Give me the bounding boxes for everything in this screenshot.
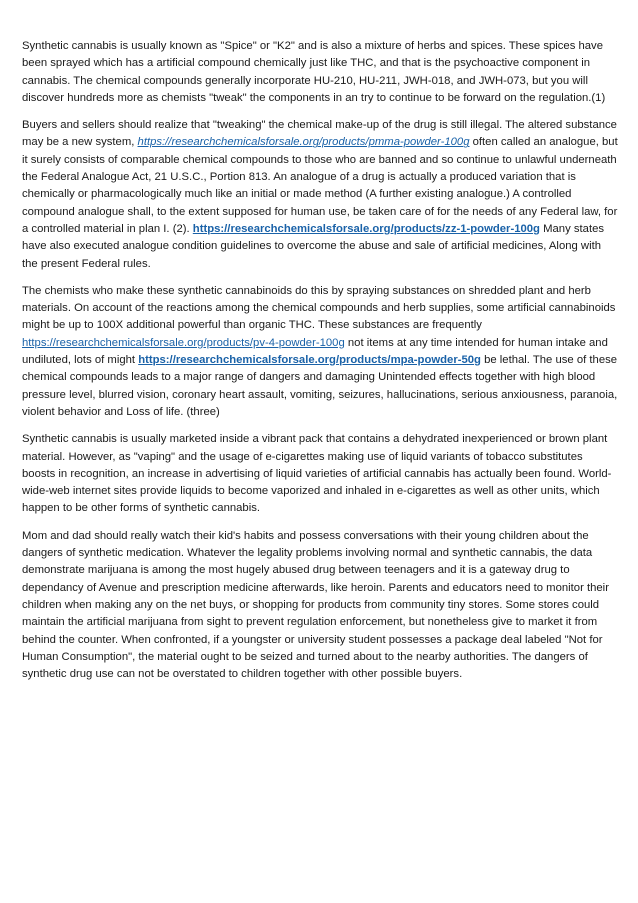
zz-1-powder-link[interactable]: https://researchchemicalsforsale.org/products/zz-1-powder-100g (192, 222, 540, 235)
paragraph-text: be lethal. The use of these chemical compounds leads to a major range of dangers and damaging Unintended effects together with high blood pressure level, blurred vision, coronary heart assault, vomiting, seizures, hallucinations, serious anxiousness, paranoia, violent behavior and Loss of life. (three) (22, 354, 618, 418)
paragraph-text: The chemists who make these synthetic cannabinoids do this by spraying substances on shredded plant and herb materials. On account of the reactions among the chemical compounds and herb supplies, some artificial cannabinoids might be up to 100X additional powerful than organic THC. These substances are frequently (22, 284, 616, 332)
pv-4-powder-link[interactable]: https://researchchemicalsforsale.org/products/pv-4-powder-100g (22, 336, 345, 349)
paragraph-text: not items at any time intended for human intake and undiluted, lots of might (22, 336, 608, 367)
paragraph-text: Synthetic cannabis is usually known as "Spice" or "K2" and is also a mixture of herbs and spices. These spices have been sprayed which has a artificial compound chemically just like THC, and that is the psychoactive component in cannabis. The chemical compounds generally incorporate HU-210, HU-211, JWH-018, and JWH-073, but you will discover hundreds more as chemists "tweak" the components in an try to continue to be forward on the regulation.(1) (22, 40, 606, 104)
document-page (22, 38, 618, 693)
pmma-powder-link[interactable]: https://researchchemicalsforsale.org/products/pmma-powder-100g (137, 136, 470, 149)
paragraph-vaping (22, 431, 618, 517)
paragraph-text: often called an analogue, but it surely consists of comparable chemical compounds to those who are banned and so continue to unlawful underneath the Federal Analogue Act, 21 U.S.C., Portion 813. An analogue of a drug is actually a produced variation that is chemically or pharmacologically much like an initial or made method (A further existing analogue.) A controlled compound analogue shall, to the extent supposed for human use, be taken care of for the needs of any Federal law, for a controlled material in plan I. (2). (22, 136, 618, 235)
paragraph-text: Synthetic cannabis is usually marketed inside a vibrant pack that contains a dehydrated inexperienced or brown plant material. However, as "vaping" and the usage of e-cigarettes making use of liquid variants of tobacco substitutes boosts in recognition, an increase in advertising of liquid varieties of artificial cannabis has actually been found. World-wide-web internet sites provide liquids to become vaporized and inhaled in e-cigarettes as well as other units, which happen to be other forms of synthetic cannabis. (22, 433, 612, 515)
paragraph-analogue-law (22, 117, 618, 273)
paragraph-chemists (22, 283, 618, 421)
mpa-powder-link[interactable]: https://researchchemicalsforsale.org/products/mpa-powder-50g (138, 354, 481, 367)
paragraph-text: Mom and dad should really watch their kid's habits and possess conversations with their young children about the dangers of synthetic medication. Whatever the legality problems involving normal and synthetic cannabis, the data demonstrate marijuana is among the most hugely abused drug between teenagers and it is a gateway drug to dependancy of Avenue and prescription medicine afterwards, like heroin. Parents and educators need to monitor their children when making any on the net buys, or shopping for products from community tiny stores. Some stores could maintain the artificial marijuana from sight to prevent regulation enforcement, but nonetheless give to market it from behind the counter. When confronted, if a youngster or university student possesses a package deal labeled "Not for Human Consumption", the material ought to be seized and turned about to the nearby authorities. The dangers of synthetic drug use can not be overstated to children together with other possible buyers. (22, 529, 609, 681)
paragraph-parents (22, 528, 618, 684)
paragraph-text: Many states have also executed analogue condition guidelines to overcome the abuse and sale of artificial medicines, Along with the present Federal rules. (22, 222, 605, 270)
paragraph-spice-intro (22, 38, 618, 107)
paragraph-text: Buyers and sellers should realize that "tweaking" the chemical make-up of the drug is still illegal. The altered substance may be a new system, (22, 119, 617, 149)
